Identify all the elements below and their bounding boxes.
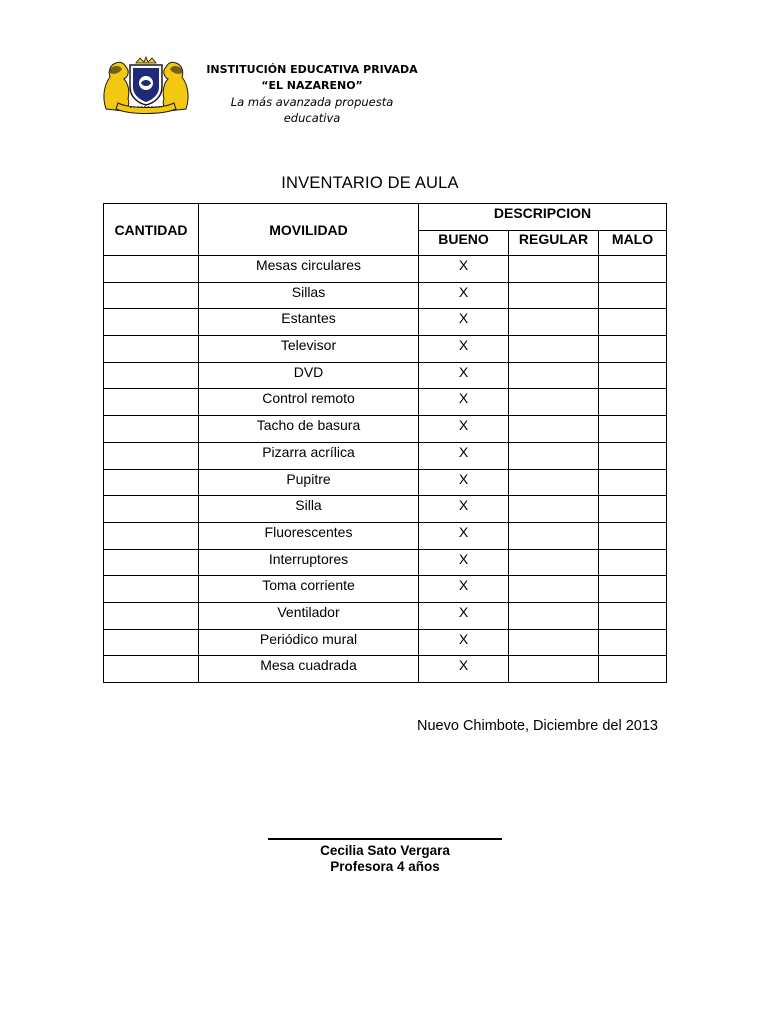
cell-malo — [599, 629, 667, 656]
signature-block — [268, 843, 502, 875]
cell-cantidad — [104, 282, 199, 309]
cell-malo — [599, 549, 667, 576]
cell-malo — [599, 656, 667, 683]
table-row — [104, 549, 667, 576]
table-row — [104, 496, 667, 523]
cell-item: Sillas — [199, 282, 419, 309]
table-row — [104, 656, 667, 683]
cell-item: Control remoto — [199, 389, 419, 416]
cell-regular — [509, 549, 599, 576]
cell-malo — [599, 522, 667, 549]
document-title: INVENTARIO DE AULA — [281, 174, 459, 192]
header-movilidad: MOVILIDAD — [199, 204, 419, 256]
inventory-table — [103, 203, 667, 683]
school-tagline-cont: educativa — [283, 111, 341, 125]
school-crest-logo — [100, 57, 192, 115]
cell-cantidad — [104, 309, 199, 336]
cell-item: Estantes — [199, 309, 419, 336]
cell-bueno: X — [419, 549, 509, 576]
cell-bueno: X — [419, 389, 509, 416]
table-row — [104, 629, 667, 656]
cell-cantidad — [104, 416, 199, 443]
cell-regular — [509, 362, 599, 389]
cell-bueno: X — [419, 282, 509, 309]
header-bueno: BUENO — [419, 231, 509, 256]
cell-cantidad — [104, 522, 199, 549]
table-row — [104, 469, 667, 496]
cell-item: Interruptores — [199, 549, 419, 576]
cell-malo — [599, 576, 667, 603]
cell-malo — [599, 416, 667, 443]
cell-item: Mesas circulares — [199, 256, 419, 283]
cell-malo — [599, 496, 667, 523]
table-row — [104, 336, 667, 363]
cell-item: Fluorescentes — [199, 522, 419, 549]
cell-regular — [509, 656, 599, 683]
place-date: Nuevo Chimbote, Diciembre del 2013 — [417, 718, 658, 734]
cell-bueno: X — [419, 416, 509, 443]
cell-malo — [599, 336, 667, 363]
cell-regular — [509, 522, 599, 549]
cell-bueno: X — [419, 522, 509, 549]
cell-bueno: X — [419, 629, 509, 656]
cell-item: Televisor — [199, 336, 419, 363]
cell-cantidad — [104, 602, 199, 629]
cell-regular — [509, 416, 599, 443]
cell-regular — [509, 576, 599, 603]
cell-regular — [509, 496, 599, 523]
cell-malo — [599, 602, 667, 629]
cell-bueno: X — [419, 602, 509, 629]
school-name: “EL NAZARENO” — [261, 79, 363, 92]
header-descripcion: DESCRIPCION — [419, 204, 667, 231]
cell-bueno: X — [419, 309, 509, 336]
cell-item: Pizarra acrílica — [199, 442, 419, 469]
header-regular: REGULAR — [509, 231, 599, 256]
cell-regular — [509, 282, 599, 309]
header-malo: MALO — [599, 231, 667, 256]
signature-line — [268, 838, 502, 840]
cell-item: Pupitre — [199, 469, 419, 496]
table-row — [104, 442, 667, 469]
cell-bueno: X — [419, 576, 509, 603]
cell-item: Tacho de basura — [199, 416, 419, 443]
cell-malo — [599, 362, 667, 389]
cell-item: Silla — [199, 496, 419, 523]
cell-item: Toma corriente — [199, 576, 419, 603]
cell-item: Mesa cuadrada — [199, 656, 419, 683]
cell-cantidad — [104, 629, 199, 656]
cell-cantidad — [104, 496, 199, 523]
cell-regular — [509, 602, 599, 629]
cell-malo — [599, 282, 667, 309]
inventory-body — [104, 256, 667, 683]
cell-regular — [509, 336, 599, 363]
cell-malo — [599, 469, 667, 496]
cell-bueno: X — [419, 362, 509, 389]
table-row — [104, 416, 667, 443]
cell-bueno: X — [419, 442, 509, 469]
school-tagline: La más avanzada propuesta — [230, 95, 394, 109]
cell-malo — [599, 256, 667, 283]
signer-name: Cecilia Sato Vergara — [320, 843, 450, 858]
header-cantidad: CANTIDAD — [104, 204, 199, 256]
table-row — [104, 389, 667, 416]
cell-item: DVD — [199, 362, 419, 389]
table-row — [104, 309, 667, 336]
table-row — [104, 256, 667, 283]
cell-malo — [599, 309, 667, 336]
cell-regular — [509, 442, 599, 469]
cell-bueno: X — [419, 496, 509, 523]
signer-role: Profesora 4 años — [330, 859, 440, 874]
cell-item: Periódico mural — [199, 629, 419, 656]
cell-bueno: X — [419, 656, 509, 683]
cell-item: Ventilador — [199, 602, 419, 629]
cell-bueno: X — [419, 336, 509, 363]
table-row — [104, 362, 667, 389]
cell-regular — [509, 469, 599, 496]
cell-malo — [599, 389, 667, 416]
cell-regular — [509, 256, 599, 283]
cell-cantidad — [104, 336, 199, 363]
cell-bueno: X — [419, 469, 509, 496]
institution-name: INSTITUCIÓN EDUCATIVA PRIVADA — [206, 63, 418, 76]
cell-cantidad — [104, 256, 199, 283]
cell-cantidad — [104, 469, 199, 496]
table-row — [104, 576, 667, 603]
cell-cantidad — [104, 362, 199, 389]
table-row — [104, 282, 667, 309]
table-row — [104, 522, 667, 549]
cell-regular — [509, 629, 599, 656]
table-row — [104, 602, 667, 629]
school-header — [196, 62, 428, 125]
cell-cantidad — [104, 389, 199, 416]
cell-cantidad — [104, 549, 199, 576]
cell-cantidad — [104, 656, 199, 683]
cell-malo — [599, 442, 667, 469]
cell-regular — [509, 309, 599, 336]
cell-bueno: X — [419, 256, 509, 283]
cell-regular — [509, 389, 599, 416]
cell-cantidad — [104, 576, 199, 603]
cell-cantidad — [104, 442, 199, 469]
